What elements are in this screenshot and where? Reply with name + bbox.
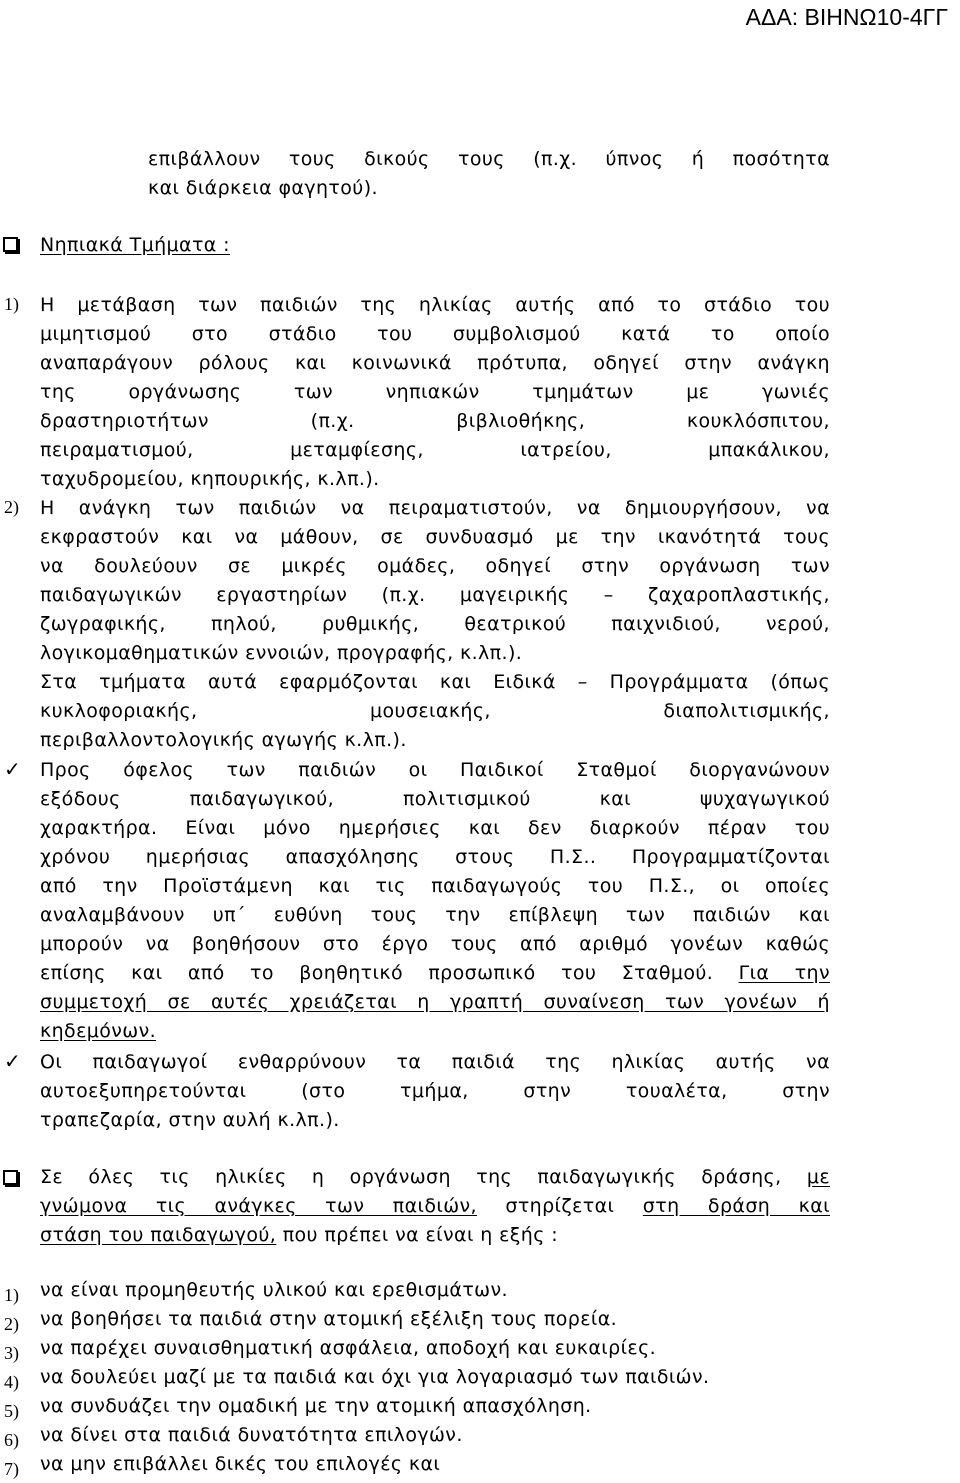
text-segment: επίσης και από το βοηθητικό προσωπικό του Σταθμού.: [40, 962, 714, 984]
text-line: λογικομαθηματικών εννοιών, προγραφής, κ.λπ.).: [40, 642, 523, 664]
text-segment: στηρίζεται: [505, 1195, 615, 1217]
text-line: αυτοεξυπηρετούνται (στο τμήμα, στην τουαλέτα, στην: [40, 1080, 830, 1102]
document-code-header: ΑΔΑ: ΒΙΗΝΩ10-4ΓΓ: [745, 4, 948, 30]
list-item-2: [40, 494, 830, 755]
list-item: να δουλεύει μαζί με τα παιδιά και όχι για λογαριασμό των παιδιών.: [40, 1366, 710, 1388]
text-line: ταχυδρομείου, κηπουρικής, κ.λπ.).: [40, 468, 380, 490]
list-number: 1): [4, 294, 19, 314]
text-line: Η ανάγκη των παιδιών να πειραματιστούν, να δημιουργήσουν, να: [40, 497, 830, 519]
text-line: κυκλοφοριακής, μουσειακής, διαπολιτισμικής,: [40, 700, 830, 722]
text-line: [40, 1221, 830, 1250]
list-item: να μην επιβάλλει δικές του επιλογές και: [40, 1453, 441, 1475]
text-line: Η μετάβαση των παιδιών της ηλικίας αυτής από το στάδιο του: [40, 294, 830, 316]
intro-line: επιβάλλουν τους δικούς τους (π.χ. ύπνος ή ποσότητα: [148, 148, 830, 170]
list-number: 2): [4, 1314, 19, 1334]
text-line: [40, 1163, 830, 1192]
list-item-1: [40, 291, 830, 494]
check-paragraph-2: [40, 1048, 830, 1135]
text-line: χαρακτήρα. Είναι μόνο ημερήσιες και δεν διαρκούν πέραν του: [40, 817, 830, 839]
text-line: εκφραστούν και να μάθουν, σε συνδυασμό με την ικανότητά τους: [40, 526, 830, 548]
section-2-paragraph: [40, 1163, 830, 1250]
text-segment: που πρέπει να είναι η εξής :: [282, 1224, 558, 1246]
underlined-segment: γνώμονα τις ανάγκες των παιδιών,: [40, 1195, 477, 1217]
section-title: [40, 231, 830, 260]
text-line: αναλαμβάνουν υπ΄ ευθύνη τους την επίβλεψη των παιδιών και: [40, 904, 830, 926]
list-number: 5): [4, 1401, 19, 1421]
underlined-segment: κηδεμόνων.: [40, 1020, 157, 1042]
check-paragraph-1: [40, 756, 830, 1046]
intro-line: και διάρκεια φαγητού).: [148, 177, 378, 199]
text-line: Οι παιδαγωγοί ενθαρρύνουν τα παιδιά της ηλικίας αυτής να: [40, 1051, 830, 1073]
underlined-segment: στη δράση και: [642, 1195, 830, 1217]
list-item: να δίνει στα παιδιά δυνατότητα επιλογών.: [40, 1424, 463, 1446]
list-number: 7): [4, 1459, 19, 1479]
underlined-segment: Για την: [738, 962, 830, 984]
text-line: μιμητισμού στο στάδιο του συμβολισμού κατά το οποίο: [40, 323, 830, 345]
text-line: της οργάνωσης των νηπιακών τμημάτων με γωνιές: [40, 381, 830, 403]
text-line: πειραματισμού, μεταμφίεσης, ιατρείου, μπακάλικου,: [40, 439, 830, 461]
underlined-segment: με: [806, 1166, 830, 1188]
list-number: 2): [4, 497, 19, 517]
list-number: 6): [4, 1430, 19, 1450]
checkbox-square-icon: [3, 237, 18, 252]
list-number: 3): [4, 1343, 19, 1363]
section-title-text: Νηπιακά Τμήματα :: [40, 234, 230, 256]
underlined-segment: στάση του παιδαγωγού,: [40, 1224, 277, 1246]
checkbox-square-icon: [3, 1170, 18, 1185]
checkmark-icon: ✓: [4, 757, 22, 781]
text-line: εξόδους παιδαγωγικού, πολιτισμικού και ψυχαγωγικού: [40, 788, 830, 810]
text-line: μπορούν να βοηθήσουν στο έργο τους από αριθμό γονέων καθώς: [40, 933, 830, 955]
intro-paragraph: [148, 145, 830, 203]
text-line: Στα τμήματα αυτά εφαρμόζονται και Ειδικά – Προγράμματα (όπως: [40, 671, 830, 693]
list-number: 1): [4, 1285, 19, 1305]
text-line: Προς όφελος των παιδιών οι Παιδικοί Σταθμοί διοργανώνουν: [40, 759, 830, 781]
text-line: [40, 1192, 830, 1221]
checkmark-icon: ✓: [4, 1049, 22, 1073]
text-line: να δουλεύουν σε μικρές ομάδες, οδηγεί στην οργάνωση των: [40, 555, 830, 577]
text-line: δραστηριοτήτων (π.χ. βιβλιοθήκης, κουκλόσπιτου,: [40, 410, 830, 432]
underlined-line: συμμετοχή σε αυτές χρειάζεται η γραπτή συναίνεση των γονέων ή: [40, 991, 830, 1013]
list-item: να είναι προμηθευτής υλικού και ερεθισμάτων.: [40, 1279, 508, 1301]
text-line: χρόνου ημερήσιας απασχόλησης στους Π.Σ.. Προγραμματίζονται: [40, 846, 830, 868]
text-line: ζωγραφικής, πηλού, ρυθμικής, θεατρικού παιχνιδιού, νερού,: [40, 613, 830, 635]
text-segment: Σε όλες τις ηλικίες η οργάνωση της παιδαγωγικής δράσης,: [40, 1166, 782, 1188]
list-number: 4): [4, 1372, 19, 1392]
text-line: τραπεζαρία, στην αυλή κ.λπ.).: [40, 1109, 340, 1131]
list-item: να συνδυάζει την ομαδική με την ατομική απασχόληση.: [40, 1395, 592, 1417]
list-item: να παρέχει συναισθηματική ασφάλεια, αποδοχή και ευκαιρίες.: [40, 1337, 657, 1359]
text-line: αναπαράγουν ρόλους και κοινωνικά πρότυπα, οδηγεί στην ανάγκη: [40, 352, 830, 374]
text-line: περιβαλλοντολογικής αγωγής κ.λπ.).: [40, 729, 407, 751]
text-line: από την Προϊστάμενη και τις παιδαγωγούς του Π.Σ., οι οποίες: [40, 875, 830, 897]
text-line: παιδαγωγικών εργαστηρίων (π.χ. μαγειρικής – ζαχαροπλαστικής,: [40, 584, 830, 606]
text-line: [40, 959, 830, 988]
list-item: να βοηθήσει τα παιδιά στην ατομική εξέλιξη τους πορεία.: [40, 1308, 618, 1330]
